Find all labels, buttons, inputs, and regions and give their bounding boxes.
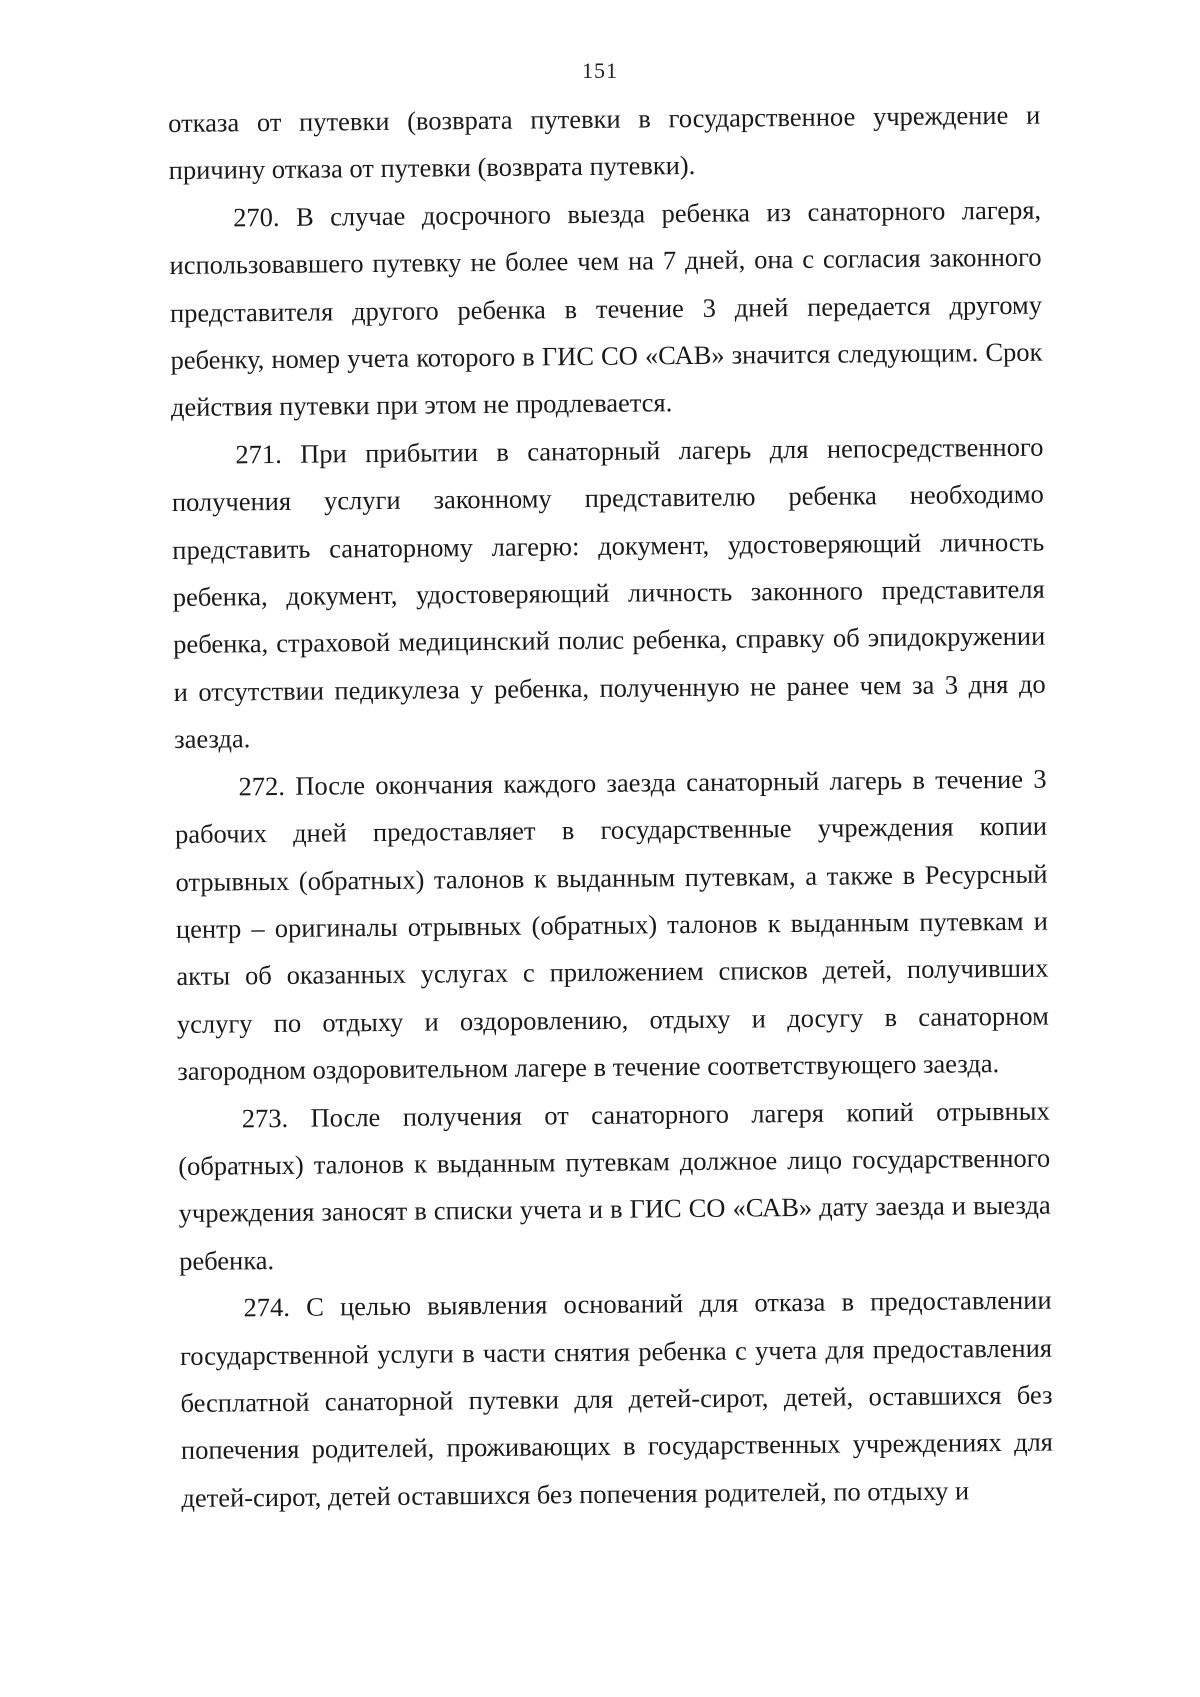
paragraph-271: 271. При прибытии в санаторный лагерь для непосредственного получения услуги законному представителю ребенка необходимо представить санаторному лагерю: документ, удостоверяющий личность ребенка, документ, удостоверяющий личность законного представителя ребенка, страховой медицинский полис ребенка, справку об эпидокружении и отсутствии педикулеза у ребенка, полученную не ранее чем за 3 дня до заезда. — [171, 431, 1046, 755]
paragraph-274: 274. С целью выявления оснований для отказа в предоставлении государственной услуги в части снятия ребенка с учета для предоставления бесплатной санаторной путевки для детей-сирот, детей, оставшихся без попечения родителей, проживающих в государственных учреждениях для детей-сирот, детей оставшихся без попечения родителей, по отдыху и — [179, 1284, 1054, 1513]
paragraph-272: 272. После окончания каждого заезда санаторный лагерь в течение 3 рабочих дней предоставляет в государственные учреждения копии отрывных (обратных) талонов к выданным путевкам, а также в Ресурсный центр – оригиналы отрывных (обратных) талонов к выданным путевкам и акты об оказанных услугах с приложением списков детей, получивших услугу по отдыху и оздоровлению, отдыху и досугу в санаторном загородном оздоровительном лагере в течение соответствующего заезда. — [174, 763, 1049, 1087]
document-body — [168, 92, 1054, 1522]
paragraph-270: 270. В случае досрочного выезда ребенка из санаторного лагеря, использовавшего путевку не более чем на 7 дней, она с согласия законного представителя другого ребенка в течение 3 дней передается другому ребенку, номер учета которого в ГИС СО «САВ» значится следующим. Срок действия путевки при этом не продлевается. — [169, 194, 1043, 423]
paragraph-273: 273. После получения от санаторного лагеря копий отрывных (обратных) талонов к выданным путевкам должное лицо государственного учреждения заносят в списки учета и в ГИС СО «САВ» дату заезда и выезда ребенка. — [178, 1095, 1051, 1276]
page-number: 151 — [582, 58, 618, 83]
paragraph-continuation: отказа от путевки (возврата путевки в государственное учреждение и причину отказа от путевки (возврата путевки). — [168, 99, 1041, 186]
